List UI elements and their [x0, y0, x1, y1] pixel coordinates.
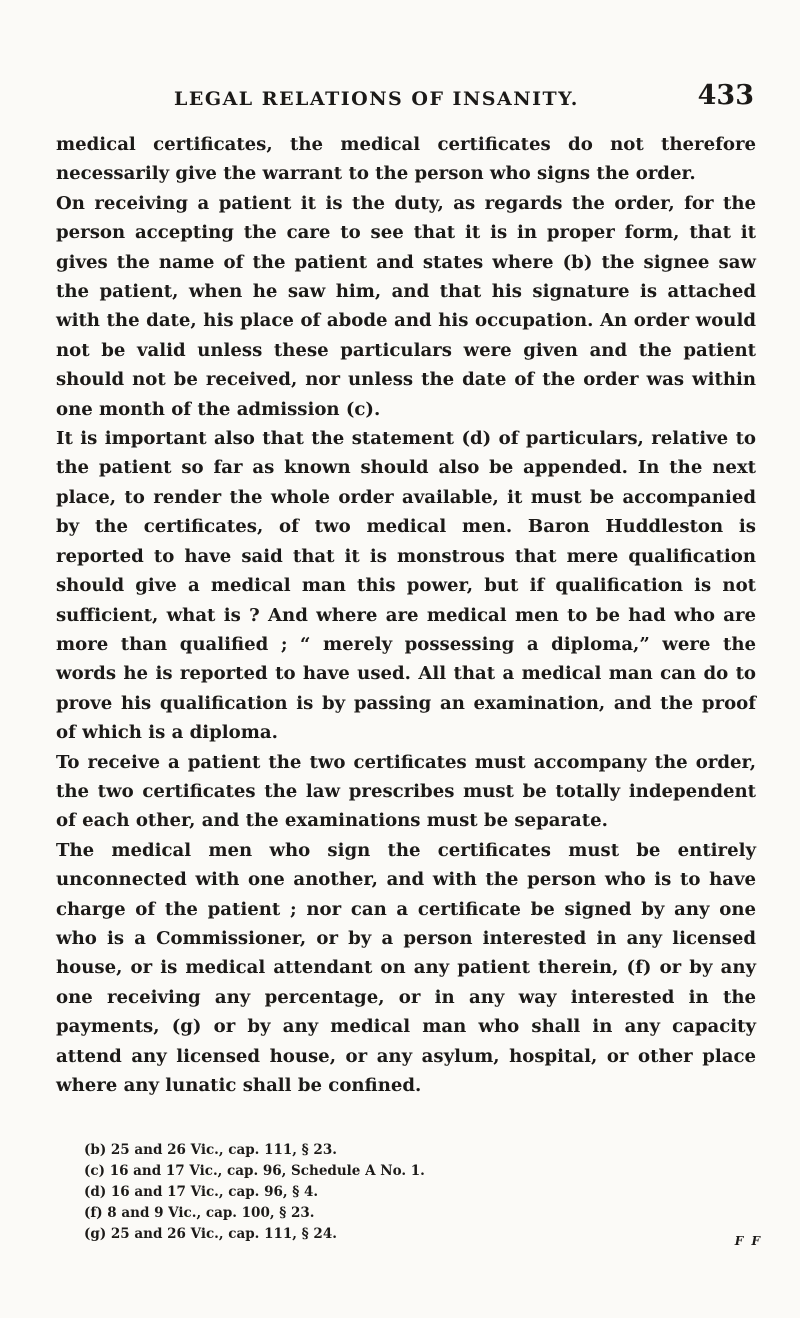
- paragraph-2: On receiving a patient it is the duty, as regards the order, for the person accepting the care to see that it is in proper form, that it gives the name of the patient and states where (b) the signee saw the patient, when he saw him, and that his signature is attached with the date, his place of abode and his occupation. An order would not be valid unless these particulars were given and the patient should not be received, nor unless the date of the order was within one month of the admission (c).: [56, 192, 756, 420]
- footnote-c: (c) 16 and 17 Vic., cap. 96, Schedule A No. 1.: [84, 1163, 425, 1180]
- paragraph-5: The medical men who sign the certificates must be entirely unconnected with one another, and with the person who is to have charge of the patient ; nor can a certificate be signed by any one who is a Commissioner, or by a person interested in any licensed house, or is medical attendant on any patient therein, (f) or by any one receiving any percentage, or in any way interested in the payments, (g) or by any medical man who shall in any capacity attend any licensed house, or any asylum, hospital, or other place where any lunatic shall be confined.: [56, 839, 756, 1096]
- footnote-b: (b) 25 and 26 Vic., cap. 111, § 23.: [84, 1142, 337, 1159]
- paragraph-1: medical certificates, the medical certificates do not therefore necessarily give the warrant to the person who signs the order.: [56, 134, 756, 185]
- book-page: [56, 78, 756, 1245]
- page-number: 433: [697, 80, 754, 111]
- footnote-g: (g) 25 and 26 Vic., cap. 111, § 24.: [84, 1226, 337, 1243]
- paragraph-3: It is important also that the statement (d) of particulars, relative to the patient so far as known should also be appended. In the next place, to render the whole order available, it must be accompanied by the certificates, of two medical men. Baron Huddleston is reported to have said that it is monstrous that mere qualification should give a medical man this power, but if qualification is not sufficient, what is ? And where are medical men to be had who are more than qualified ; “ merely possessing a diploma,” were the words he is reported to have used. All that a medical man can do to prove his qualification is by passing an examination, and the proof of which is a diploma.: [56, 428, 756, 744]
- signature-mark: F F: [734, 1234, 762, 1248]
- page-header: [56, 78, 756, 118]
- running-head: LEGAL RELATIONS OF INSANITY.: [174, 88, 579, 110]
- paragraph-4: To receive a patient the two certificates must accompany the order, the two certificates the law prescribes must be totally independent of each other, and the examinations must be separate.: [56, 751, 756, 832]
- footnote-d: (d) 16 and 17 Vic., cap. 96, § 4.: [84, 1184, 319, 1201]
- footnotes: [84, 1140, 756, 1245]
- footnote-f: (f) 8 and 9 Vic., cap. 100, § 23.: [84, 1205, 315, 1222]
- body-text: [56, 130, 756, 1100]
